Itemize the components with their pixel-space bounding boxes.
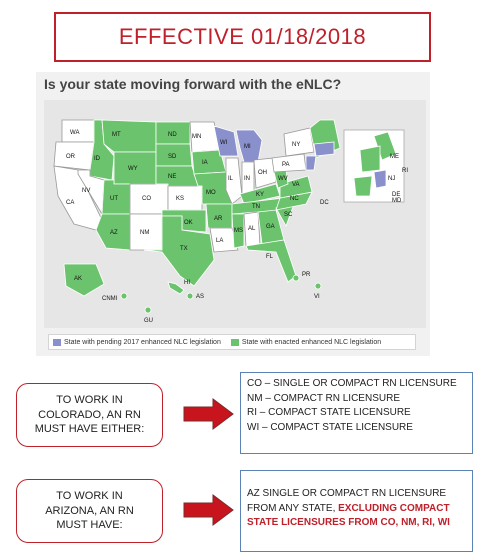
label-MI: MI <box>244 144 251 150</box>
label-UT: UT <box>110 196 118 202</box>
label-TX: TX <box>180 246 188 252</box>
label-RI: RI <box>402 168 408 174</box>
territory-AS <box>187 293 193 299</box>
label-DE: DE <box>392 192 401 198</box>
label-AZ: AZ <box>110 230 118 236</box>
state-KS <box>168 186 202 210</box>
territory-GU <box>145 307 151 313</box>
legend-swatch-enacted <box>231 339 239 346</box>
arizona-label-line-3: MUST HAVE: <box>56 519 123 532</box>
label-OR: OR <box>66 154 75 160</box>
enlc-map-panel <box>36 72 430 356</box>
label-WV: WV <box>278 176 288 182</box>
colorado-option-ri: RI – COMPACT STATE LICENSURE <box>247 407 411 418</box>
legend-swatch-pending <box>53 339 61 346</box>
colorado-option-wi: WI – COMPACT STATE LICENSURE <box>247 421 413 433</box>
label-SC: SC <box>284 212 293 218</box>
label-PR: PR <box>302 272 311 278</box>
arizona-arrow-icon <box>183 494 235 526</box>
label-OH: OH <box>258 170 267 176</box>
colorado-label-line-1: TO WORK IN <box>56 393 123 406</box>
label-HI: HI <box>184 280 190 286</box>
label-KY: KY <box>256 192 265 198</box>
label-MD: MD <box>392 198 402 204</box>
label-GA: GA <box>266 224 275 230</box>
territory-VI <box>315 283 321 289</box>
label-AK: AK <box>74 276 83 282</box>
label-MN: MN <box>192 134 202 140</box>
legend-label-pending: State with pending 2017 enhanced NLC legislation <box>64 338 221 346</box>
label-IL: IL <box>228 176 234 182</box>
label-AR: AR <box>214 216 223 222</box>
label-AS: AS <box>196 294 205 300</box>
label-VI: VI <box>314 294 320 300</box>
territory-PR <box>293 275 299 281</box>
label-ME: ME <box>390 154 399 160</box>
colorado-requirement-label <box>16 383 163 447</box>
label-CA: CA <box>66 200 75 206</box>
label-FL: FL <box>266 254 274 260</box>
label-IN: IN <box>244 176 250 182</box>
label-SD: SD <box>168 154 177 160</box>
label-NV: NV <box>82 188 91 194</box>
label-DC: DC <box>320 200 329 206</box>
colorado-label-line-3: MUST HAVE EITHER: <box>34 423 145 436</box>
arizona-requirement-label <box>16 479 163 543</box>
label-AL: AL <box>248 226 256 232</box>
label-TN: TN <box>252 204 260 210</box>
state-NJ <box>306 156 316 170</box>
inset-NE <box>360 146 380 172</box>
label-NE: NE <box>168 174 177 180</box>
label-IA: IA <box>202 160 208 166</box>
inset-DE-MD <box>354 176 372 196</box>
label-VA: VA <box>292 182 300 188</box>
label-WA: WA <box>70 130 80 136</box>
label-WI: WI <box>220 140 228 146</box>
state-FL <box>246 240 296 282</box>
state-MT <box>102 120 156 152</box>
state-AK <box>64 264 104 296</box>
label-NC: NC <box>290 196 299 202</box>
label-ND: ND <box>168 132 177 138</box>
label-NM: NM <box>140 230 150 236</box>
arizona-text-line-2 <box>247 502 466 517</box>
label-OK: OK <box>184 220 193 226</box>
arizona-text-line-2-red: EXCLUDING COMPACT <box>338 502 450 514</box>
label-MT: MT <box>112 132 121 138</box>
legend-item-enacted <box>231 339 381 346</box>
label-PA: PA <box>282 162 290 168</box>
map-title: Is your state moving forward with the eNLC? <box>44 76 342 92</box>
arizona-text-line-3: STATE LICENSURES FROM CO, NM, RI, WI <box>247 517 450 528</box>
arizona-label-line-1: TO WORK IN <box>56 489 123 502</box>
state-HI <box>168 282 184 294</box>
state-NE <box>156 166 198 186</box>
label-WY: WY <box>128 166 138 172</box>
label-MS: MS <box>234 228 243 234</box>
inset-NJ <box>374 170 386 188</box>
label-CNMI: CNMI <box>102 296 118 302</box>
state-CT-RI-MA <box>314 142 334 156</box>
label-GU: GU <box>144 318 153 324</box>
label-MO: MO <box>206 190 216 196</box>
colorado-arrow-icon <box>183 398 235 430</box>
map-legend <box>48 334 416 350</box>
label-NJ: NJ <box>388 176 396 182</box>
label-ID: ID <box>94 156 100 162</box>
effective-date-banner: EFFECTIVE 01/18/2018 <box>54 12 431 62</box>
arizona-label-line-2: ARIZONA, AN RN <box>45 504 134 517</box>
arizona-text-line-2-plain: FROM ANY STATE, <box>247 502 339 514</box>
legend-label-enacted: State with enacted enhanced NLC legislation <box>241 338 382 346</box>
us-map <box>44 100 426 328</box>
us-map-svg <box>44 100 426 328</box>
legend-item-pending <box>53 339 221 346</box>
territory-CNMI <box>121 293 127 299</box>
arizona-requirement-box <box>240 470 473 552</box>
colorado-option-nm: NM – COMPACT RN LICENSURE <box>247 392 400 404</box>
colorado-options-box <box>240 372 473 454</box>
colorado-label-line-2: COLORADO, AN RN <box>38 408 141 421</box>
label-CO: CO <box>142 196 151 202</box>
label-NY: NY <box>292 142 301 148</box>
label-LA: LA <box>216 238 224 244</box>
arizona-text-line-1: AZ SINGLE OR COMPACT RN LICENSURE <box>247 488 447 499</box>
label-KS: KS <box>176 196 185 202</box>
colorado-option-co: CO – SINGLE OR COMPACT RN LICENSURE <box>247 378 457 389</box>
